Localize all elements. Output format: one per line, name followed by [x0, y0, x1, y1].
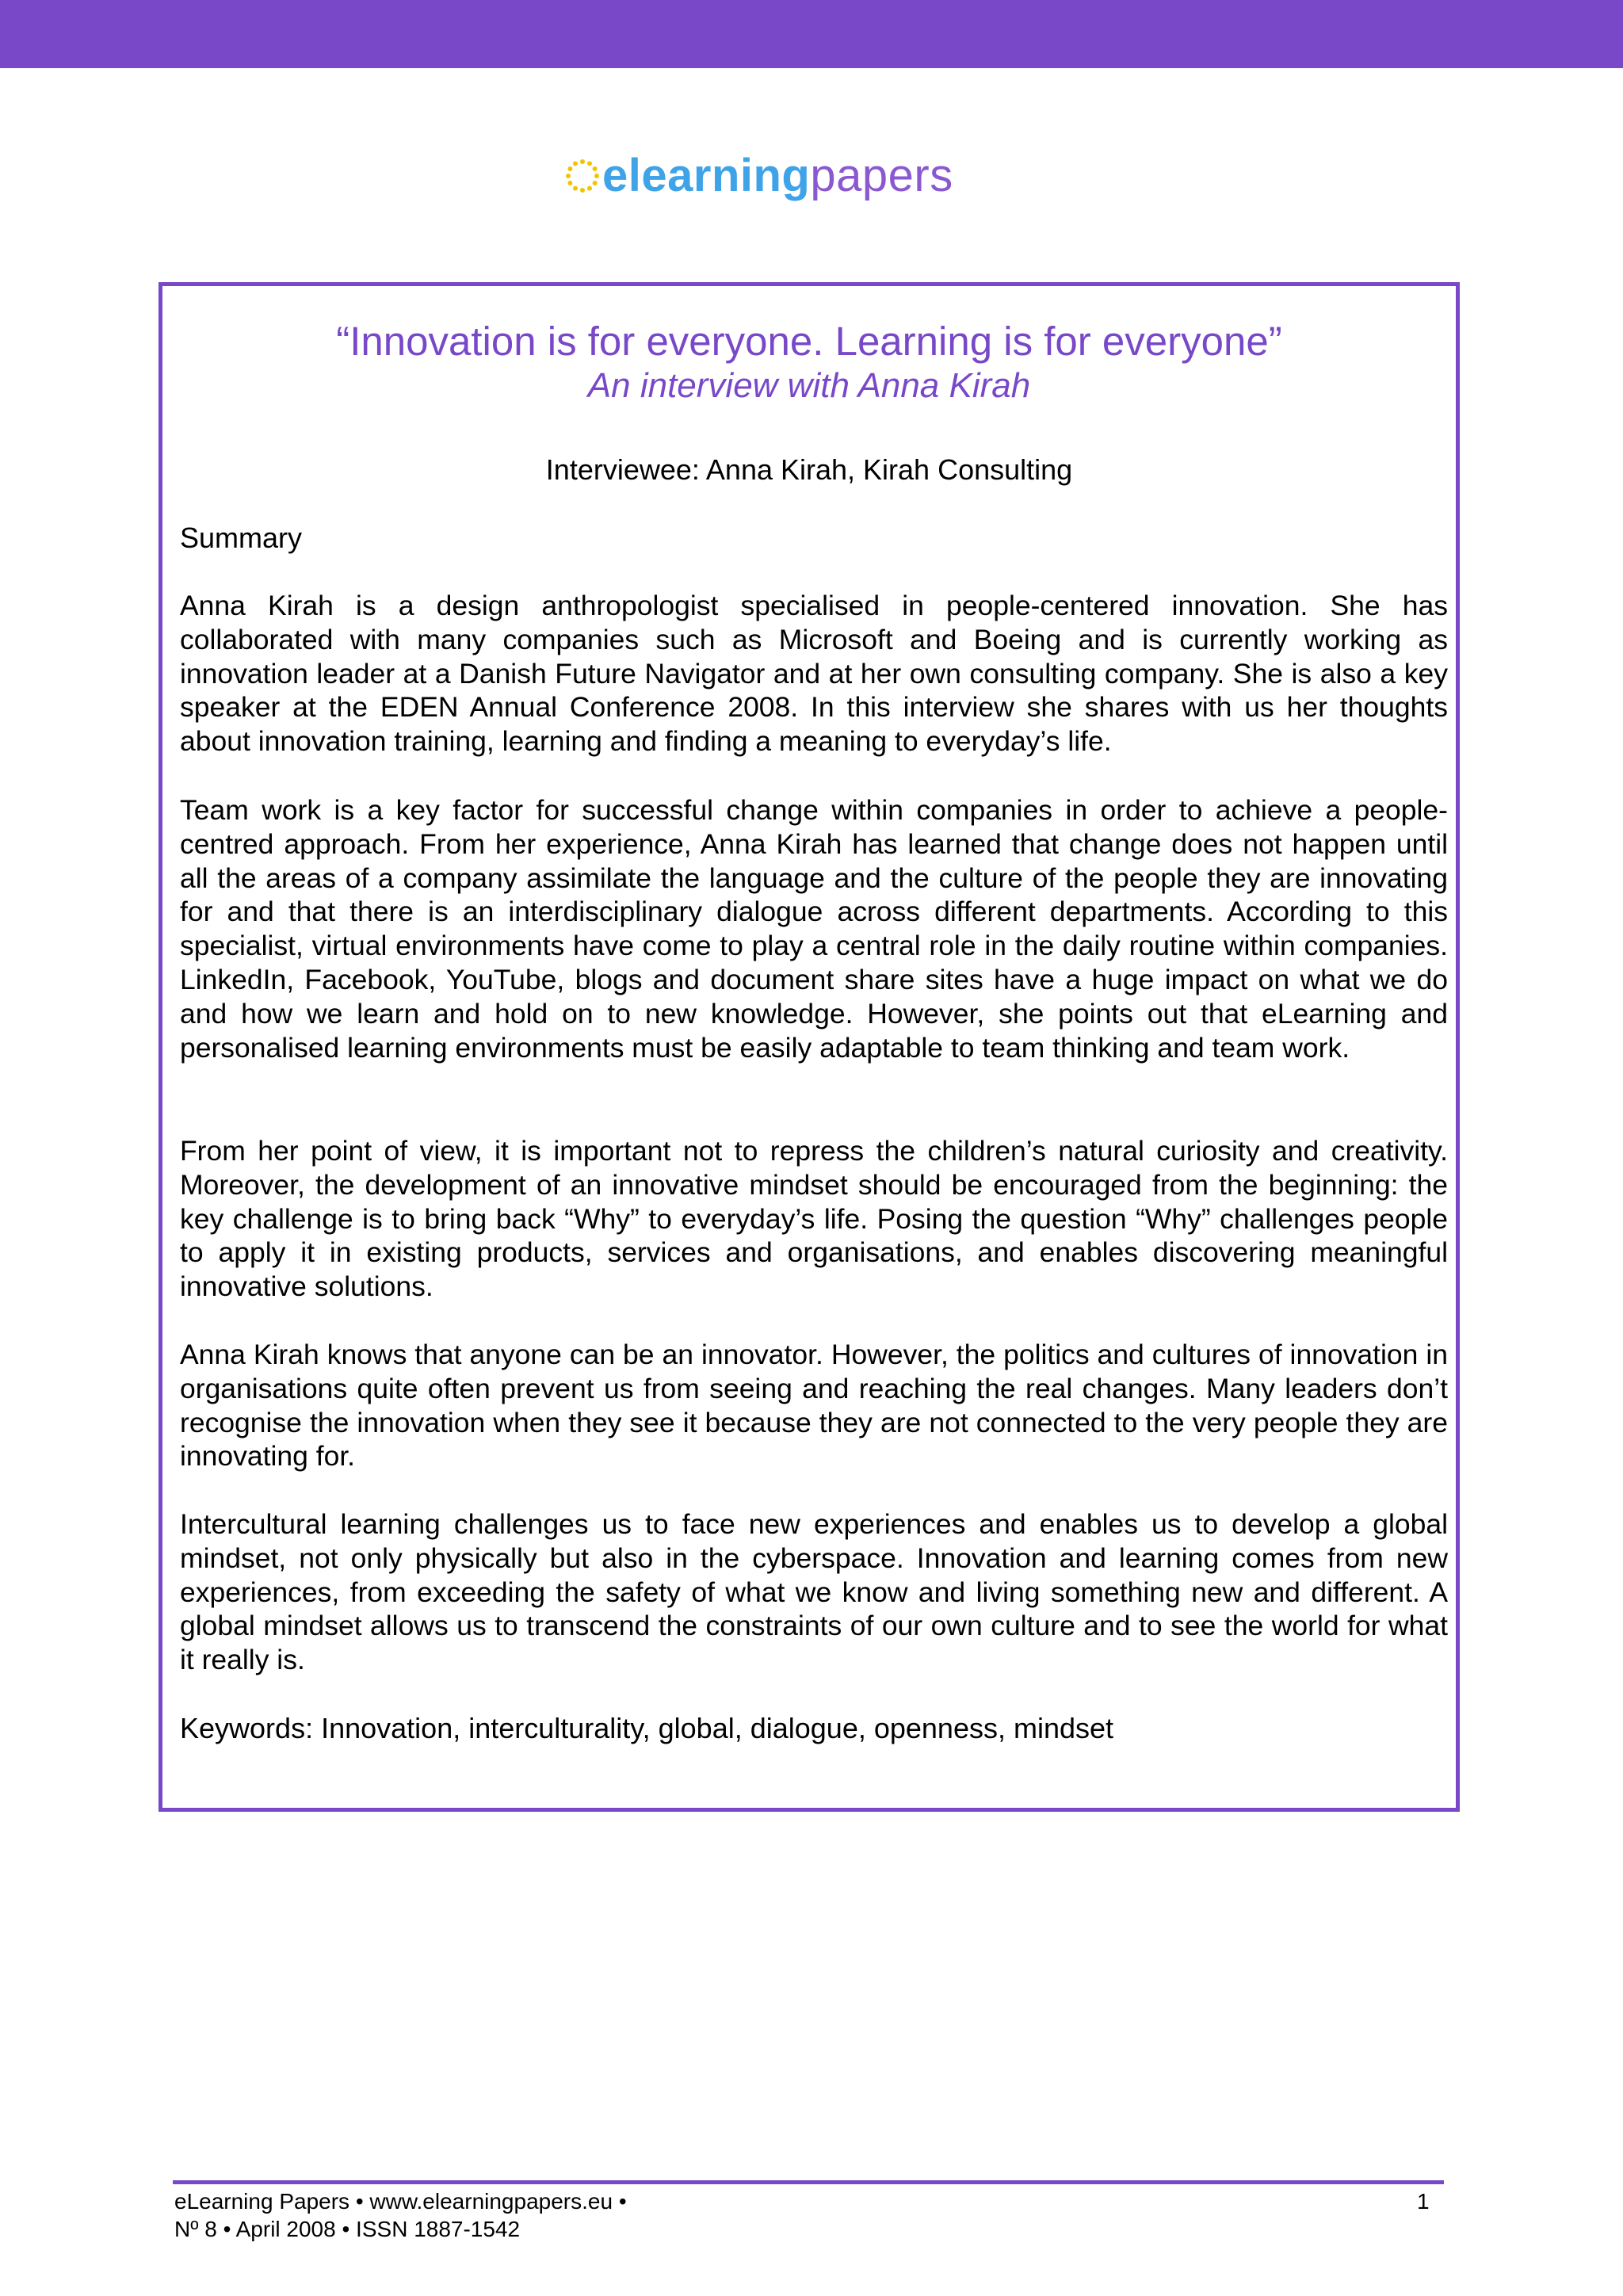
article-box	[158, 282, 1460, 1812]
article-title: “Innovation is for everyone. Learning is for everyone”	[336, 319, 1282, 364]
top-banner	[0, 0, 1623, 68]
keywords-label: Keywords:	[180, 1712, 314, 1744]
eu-stars-icon	[564, 158, 601, 194]
paragraph: Anna Kirah knows that anyone can be an innovator. However, the politics and cultures of innovation in organisations quite often prevent us from seeing and reaching the real changes. Many leaders don’t recognise the innovation when they see it because they are not connected to the very people they are innovating for.	[180, 1339, 1448, 1473]
paragraph: Intercultural learning challenges us to face new experiences and enables us to develop a global mindset, not only physically but also in the cyberspace. Innovation and learning comes from new experiences, from exceeding the safety of what we know and living something new and different. A global mindset allows us to transcend the constraints of our own culture and to see the world for what it really is.	[180, 1508, 1448, 1676]
keywords-line	[180, 1711, 1113, 1746]
paragraph: Team work is a key factor for successful change within companies in order to achieve a people-centred approach. From her experience, Anna Kirah has learned that change does not happen until all the areas of a company assimilate the language and the culture of the people they are innovating for and that there is an interdisciplinary dialogue across different departments. According to this specialist, virtual environments have come to play a central role in the daily routine within companies. LinkedIn, Facebook, YouTube, blogs and document share sites have a huge impact on what we do and how we learn and hold on to new knowledge. However, she points out that eLearning and personalised learning environments must be easily adaptable to team thinking and team work.	[180, 794, 1448, 1064]
logo-e: e	[602, 150, 628, 201]
logo-learning: learning	[628, 150, 811, 201]
footer-line-1: eLearning Papers • www.elearningpapers.eu •	[174, 2189, 627, 2214]
article-subtitle: An interview with Anna Kirah	[587, 366, 1031, 405]
paragraph: Anna Kirah is a design anthropologist specialised in people-centered innovation. She has collaborated with many companies such as Microsoft and Boeing and is currently working as innovation leader at a Danish Future Navigator and at her own consulting company. She is also a key speaker at the EDEN Annual Conference 2008. In this interview she shares with us her thoughts about innovation training, learning and finding a meaning to everyday’s life.	[180, 590, 1448, 758]
interviewee-line: Interviewee: Anna Kirah, Kirah Consulting	[545, 453, 1073, 486]
footer-line-2: Nº 8 • April 2008 • ISSN 1887-1542	[174, 2217, 521, 2241]
footer-divider	[173, 2180, 1444, 2184]
logo-wordmark	[602, 150, 953, 201]
logo-papers: papers	[810, 150, 953, 201]
footer-info	[174, 2187, 627, 2243]
paragraph: From her point of view, it is important not to repress the children’s natural curiosity and creativity. Moreover, the development of an innovative mindset should be encouraged from the beginning: the key challenge is to bring back “Why” to everyday’s life. Posing the question “Why” challenges people to apply it in existing products, services and organisations, and enables discovering meaningful innovative solutions.	[180, 1135, 1448, 1303]
keywords-value: Innovation, interculturality, global, dialogue, openness, mindset	[313, 1712, 1114, 1744]
elearningpapers-logo	[564, 144, 976, 208]
summary-heading: Summary	[180, 521, 303, 554]
page-number: 1	[1417, 2189, 1430, 2214]
